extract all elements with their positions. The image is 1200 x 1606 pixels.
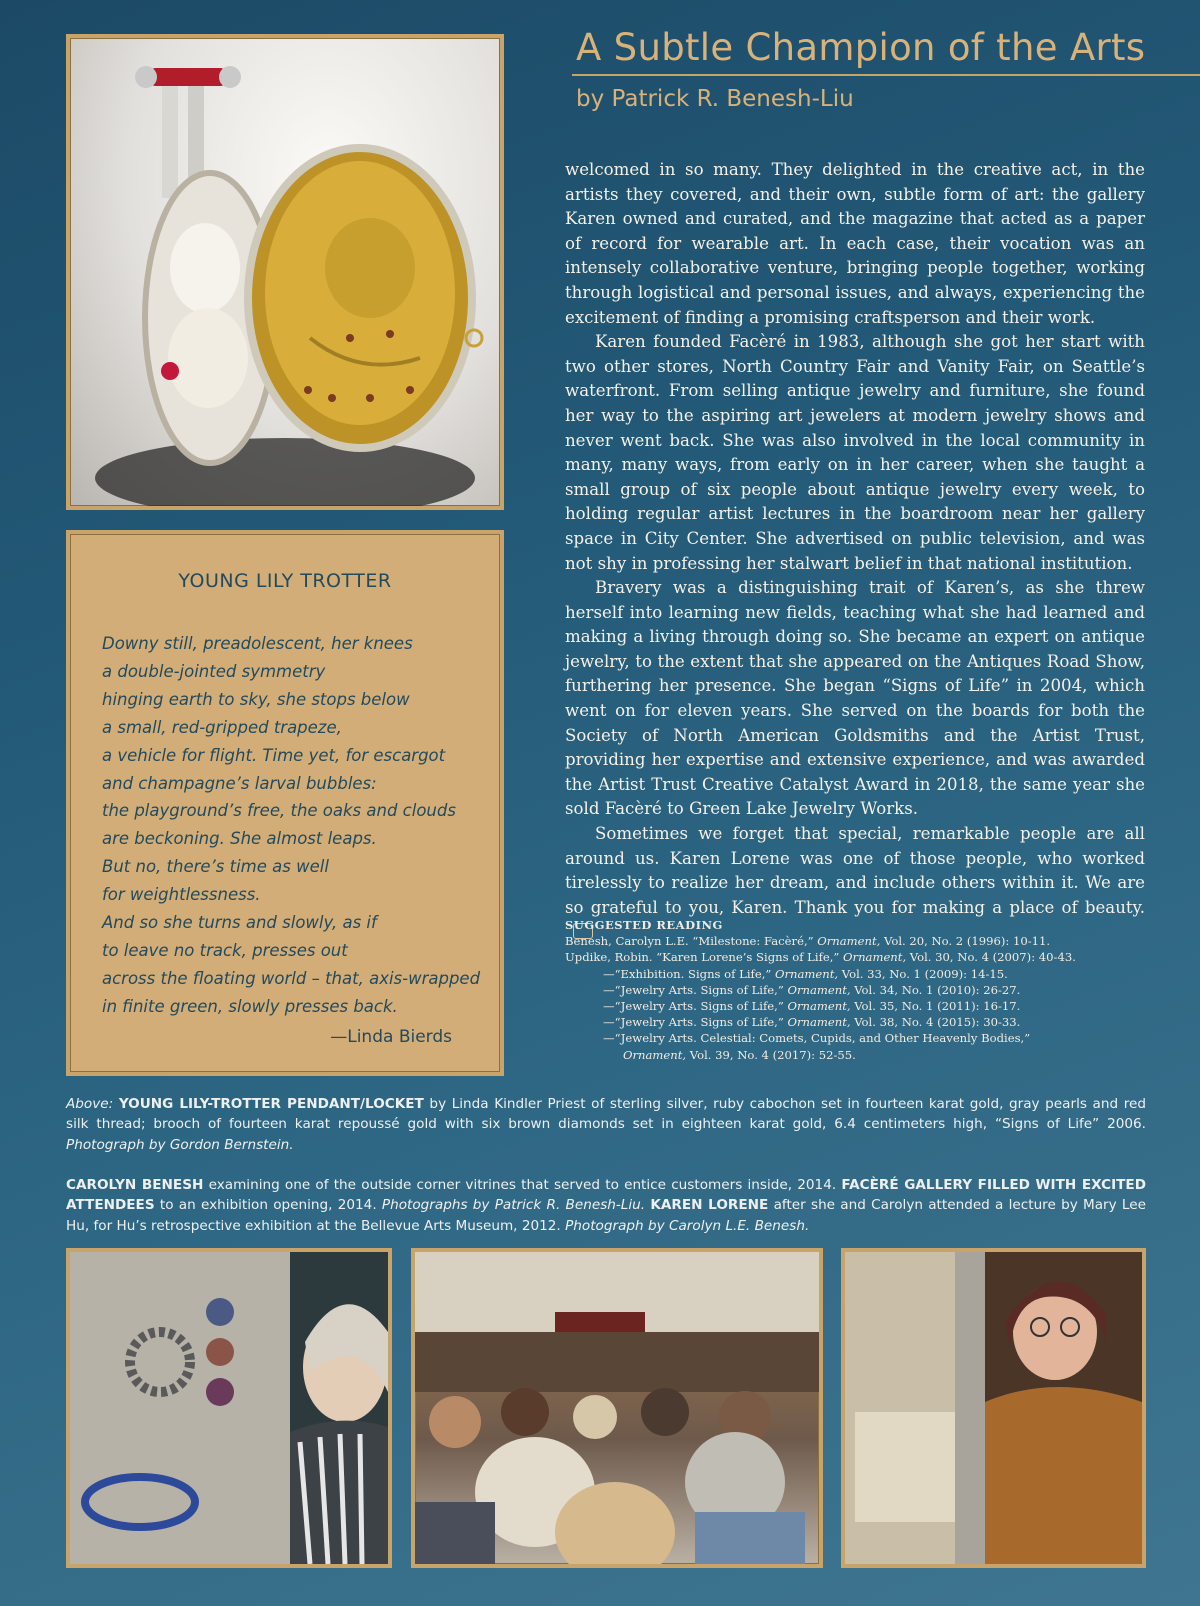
photo-gallery-attendees [411,1248,823,1568]
pendant-locket-photo [66,34,504,510]
article-body [565,158,1145,945]
poem-box [66,530,504,1076]
poem-line: a small, red-gripped trapeze, [102,717,342,737]
caption-pendant: Above: YOUNG LILY-TROTTER PENDANT/LOCKET by Linda Kindler Priest of sterling silver, ruby cabochon set in fourteen karat gold, gray pearls and red silk thread; brooch of fourteen karat repoussé gold with six brown diamonds set in eighteen karat gold, 6.4 centimeters high, “Signs of Life” 2006. Photograph by Gordon Bernstein. [66,1096,1146,1153]
body-paragraph: Karen founded Facèré in 1983, although she got her start with two other stores, North Country Fair and Vanity Fair, on Seattle’s waterfront. From selling antique jewelry and furniture, she found her way to the aspiring art jewelers at modern jewelry shows and never went back. She was also involved in the local community in many, many ways, from early on in her career, when she taught a small group of six people about antique jewelry every week, to holding regular artist lectures in the boardroom near her gallery space in City Center. She advertised on public television, and was not shy in professing her stalwart belief in that national institution. [565,332,1145,573]
reading-entry: Ornament, Vol. 39, No. 4 (2017): 52-55. [623,1047,856,1062]
poem-lines [102,630,486,1021]
suggested-reading [565,917,1145,1063]
caption-photos: CAROLYN BENESH examining one of the outside corner vitrines that served to entice customers inside, 2014. FACÈRÉ GALLERY FILLED WITH EXCITED ATTENDEES to an exhibition opening, 2014. Photographs by Patrick R. Benesh-Liu. KAREN LORENE after she and Carolyn attended a lecture by Mary Lee Hu, for Hu’s retrospective exhibition at the Bellevue Arts Museum, 2012. Photograph by Carolyn L.E. Benesh. [66,1177,1146,1234]
poem-line: a double-jointed symmetry [102,661,326,681]
poem-line: Downy still, preadolescent, her knees [102,634,413,653]
article-byline: by Patrick R. Benesh-Liu [576,86,854,112]
article-title: A Subtle Champion of the Arts [576,26,1146,69]
reading-entry: —“Jewelry Arts. Celestial: Comets, Cupids, and Other Heavenly Bodies,” [603,1031,1031,1046]
reading-entry: —“Jewelry Arts. Signs of Life,” Ornament, Vol. 38, No. 4 (2015): 30-33. [603,1015,1021,1030]
reading-entry: —“Jewelry Arts. Signs of Life,” Ornament, Vol. 35, No. 1 (2011): 16-17. [603,999,1021,1014]
photo-karen-lorene [841,1248,1146,1568]
poem-line: a vehicle for flight. Time yet, for escargot [102,745,446,765]
pendant-illustration [70,38,500,506]
karen-portrait-illustration [845,1252,1142,1564]
poem-line: for weightlessness. [102,885,261,905]
body-paragraph: Bravery was a distinguishing trait of Karen’s, as she threw herself into learning new fields, teaching what she had learned and making a living through doing so. She became an expert on antique jewelry, to the extent that she appeared on the Antiques Road Show, furthering her presence. She began “Signs of Life” in 2004, which went on for eleven years. She served on the boards for both the Society of North American Goldsmiths and the Artist Trust, providing her expertise and extensive experience, and was awarded the Artist Trust Creative Catalyst Award in 2018, the same year she sold Facèré to Green Lake Jewelry Works. [565,578,1145,819]
poem-line: hinging earth to sky, she stops below [102,689,410,709]
reading-entry: Updike, Robin. “Karen Lorene’s Signs of Life,” Ornament, Vol. 30, No. 4 (2007): 40-43. [565,950,1076,965]
reading-entry: —“Jewelry Arts. Signs of Life,” Ornament, Vol. 34, No. 1 (2010): 26-27. [603,982,1021,997]
poem-author: —Linda Bierds [330,1027,452,1047]
poem-line: in finite green, slowly presses back. [102,996,398,1016]
reading-entry: Benesh, Carolyn L.E. “Milestone: Facèré,” Ornament, Vol. 20, No. 2 (1996): 10-11. [565,934,1051,949]
poem-line: across the floating world – that, axis-wrapped [102,968,481,988]
body-paragraph: welcomed in so many. They delighted in the creative act, in the artists they covered, and their own, subtle form of art: the gallery Karen owned and curated, and the magazine that acted as a paper of record for wearable art. In each case, their vocation was an intensely collaborative venture, bringing people together, working through logistical and personal issues, and always, experiencing the excitement of finding a promising craftsperson and their work. [565,160,1145,327]
poem-line: But no, there’s time as well [102,857,329,877]
poem-line: and champagne’s larval bubbles: [102,773,377,793]
photo-carolyn-benesh [66,1248,392,1568]
poem-line: to leave no track, presses out [102,940,348,960]
poem-line: the playground’s free, the oaks and clouds [102,801,456,821]
reading-heading: SUGGESTED READING [565,918,723,932]
poem-line: are beckoning. She almost leaps. [102,829,377,849]
title-divider [572,74,1200,76]
gallery-crowd-illustration [415,1252,819,1564]
vitrine-illustration [70,1252,388,1564]
reading-entry: —“Exhibition. Signs of Life,” Ornament, Vol. 33, No. 1 (2009): 14-15. [603,966,1008,981]
final-paragraph-text: Sometimes we forget that special, remarkable people are all around us. Karen Lorene was one of those people, who worked tirelessly to realize her dream, and include others within it. We are so grateful to you, Karen. Thank you for making a place of beauty. [565,824,1145,917]
poem-title: YOUNG LILY TROTTER [178,570,392,592]
poem-line: And so she turns and slowly, as if [102,913,377,933]
